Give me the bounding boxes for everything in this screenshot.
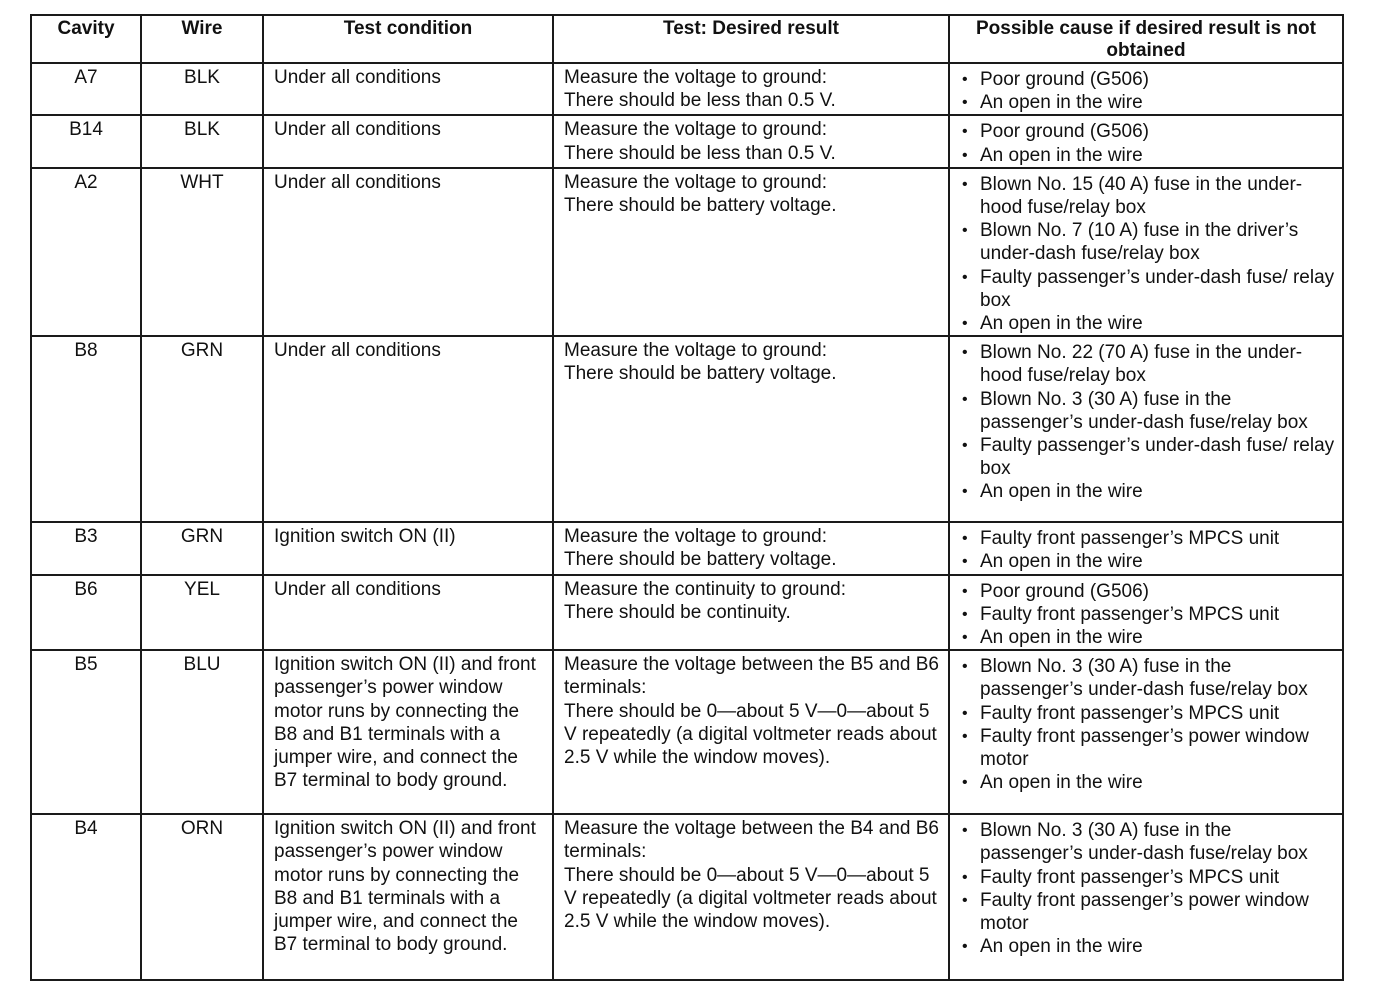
wire-color-cell: GRN (141, 336, 263, 522)
table-row (31, 63, 1343, 115)
test-condition-cell: Under all conditions (263, 63, 553, 115)
wire-color-cell: WHT (141, 168, 263, 336)
cause-item: • Blown No. 22 (70 A) fuse in the under-hood fuse/relay box (956, 341, 1338, 387)
table-row (31, 814, 1343, 980)
wire-color-cell: YEL (141, 575, 263, 651)
possible-cause-cell (949, 575, 1343, 651)
wire-color-cell: BLK (141, 63, 263, 115)
cause-item: • Blown No. 7 (10 A) fuse in the driver’s under-dash fuse/relay box (956, 219, 1338, 265)
table-row (31, 115, 1343, 167)
wire-color-cell: ORN (141, 814, 263, 980)
cause-item: • Blown No. 15 (40 A) fuse in the under-hood fuse/relay box (956, 173, 1338, 219)
desired-result-cell: Measure the voltage to ground: There should be battery voltage. (553, 522, 949, 574)
header-test-condition: Test condition (263, 15, 553, 63)
desired-result-cell: Measure the voltage to ground: There should be battery voltage. (553, 336, 949, 522)
cause-list (956, 819, 1338, 958)
cavity-cell: A7 (31, 63, 141, 115)
cause-item: • Faulty front passenger’s MPCS unit (956, 527, 1338, 550)
cause-item: • An open in the wire (956, 144, 1338, 167)
desired-result-cell: Measure the voltage to ground: There should be less than 0.5 V. (553, 63, 949, 115)
test-condition-cell: Ignition switch ON (II) (263, 522, 553, 574)
desired-result-cell: Measure the voltage between the B4 and B6 terminals: There should be 0—about 5 V—0—about 5 V repeatedly (a digital voltmeter reads about 2.5 V while the window moves). (553, 814, 949, 980)
table-body (31, 63, 1343, 980)
cause-list (956, 655, 1338, 794)
cause-list (956, 173, 1338, 335)
possible-cause-cell (949, 168, 1343, 336)
possible-cause-cell (949, 336, 1343, 522)
wire-color-cell: GRN (141, 522, 263, 574)
cause-item: • Poor ground (G506) (956, 68, 1338, 91)
possible-cause-cell (949, 522, 1343, 574)
cavity-test-table (30, 14, 1344, 981)
possible-cause-cell (949, 650, 1343, 814)
cavity-cell: B8 (31, 336, 141, 522)
cause-item: • Faulty front passenger’s power window motor (956, 725, 1338, 771)
test-condition-cell: Ignition switch ON (II) and front passenger’s power window motor runs by connecting the B8 and B1 terminals with a jumper wire, and connect the B7 terminal to body ground. (263, 650, 553, 814)
cavity-cell: B3 (31, 522, 141, 574)
test-condition-cell: Under all conditions (263, 115, 553, 167)
cause-item: • An open in the wire (956, 771, 1338, 794)
cavity-cell: A2 (31, 168, 141, 336)
cause-item: • An open in the wire (956, 312, 1338, 335)
cause-item: • Faulty front passenger’s MPCS unit (956, 866, 1338, 889)
table-row (31, 336, 1343, 522)
test-condition-cell: Under all conditions (263, 168, 553, 336)
cavity-cell: B6 (31, 575, 141, 651)
header-cavity: Cavity (31, 15, 141, 63)
table-row (31, 522, 1343, 574)
cause-list (956, 580, 1338, 650)
troubleshooting-sheet (30, 14, 1344, 981)
cause-item: • Faulty front passenger’s MPCS unit (956, 702, 1338, 725)
cause-item: • Faulty passenger’s under-dash fuse/ relay box (956, 434, 1338, 480)
test-condition-cell: Ignition switch ON (II) and front passenger’s power window motor runs by connecting the B8 and B1 terminals with a jumper wire, and connect the B7 terminal to body ground. (263, 814, 553, 980)
cavity-cell: B5 (31, 650, 141, 814)
cause-item: • Poor ground (G506) (956, 580, 1338, 603)
wire-color-cell: BLK (141, 115, 263, 167)
cavity-cell: B14 (31, 115, 141, 167)
cause-item: • Faulty front passenger’s power window motor (956, 889, 1338, 935)
table-row (31, 650, 1343, 814)
wire-color-cell: BLU (141, 650, 263, 814)
cause-item: • An open in the wire (956, 550, 1338, 573)
cause-list (956, 120, 1338, 166)
desired-result-cell: Measure the voltage between the B5 and B6 terminals: There should be 0—about 5 V—0—about 5 V repeatedly (a digital voltmeter reads about 2.5 V while the window moves). (553, 650, 949, 814)
possible-cause-cell (949, 115, 1343, 167)
cause-item: • An open in the wire (956, 626, 1338, 649)
cause-item: • An open in the wire (956, 480, 1338, 503)
table-row (31, 575, 1343, 651)
cause-item: • Blown No. 3 (30 A) fuse in the passenger’s under-dash fuse/relay box (956, 819, 1338, 865)
desired-result-cell: Measure the continuity to ground: There should be continuity. (553, 575, 949, 651)
table-row (31, 168, 1343, 336)
cause-item: • Blown No. 3 (30 A) fuse in the passenger’s under-dash fuse/relay box (956, 388, 1338, 434)
table-header-row (31, 15, 1343, 63)
possible-cause-cell (949, 63, 1343, 115)
possible-cause-cell (949, 814, 1343, 980)
cause-item: • Faulty front passenger’s MPCS unit (956, 603, 1338, 626)
cause-item: • Poor ground (G506) (956, 120, 1338, 143)
cause-item: • Faulty passenger’s under-dash fuse/ relay box (956, 266, 1338, 312)
header-desired-result: Test: Desired result (553, 15, 949, 63)
test-condition-cell: Under all conditions (263, 575, 553, 651)
header-wire: Wire (141, 15, 263, 63)
test-condition-cell: Under all conditions (263, 336, 553, 522)
cause-item: • An open in the wire (956, 91, 1338, 114)
cause-list (956, 527, 1338, 573)
cause-item: • Blown No. 3 (30 A) fuse in the passenger’s under-dash fuse/relay box (956, 655, 1338, 701)
cavity-cell: B4 (31, 814, 141, 980)
desired-result-cell: Measure the voltage to ground: There should be battery voltage. (553, 168, 949, 336)
desired-result-cell: Measure the voltage to ground: There should be less than 0.5 V. (553, 115, 949, 167)
header-possible-cause: Possible cause if desired result is not obtained (949, 15, 1343, 63)
cause-item: • An open in the wire (956, 935, 1338, 958)
cause-list (956, 341, 1338, 503)
cause-list (956, 68, 1338, 114)
